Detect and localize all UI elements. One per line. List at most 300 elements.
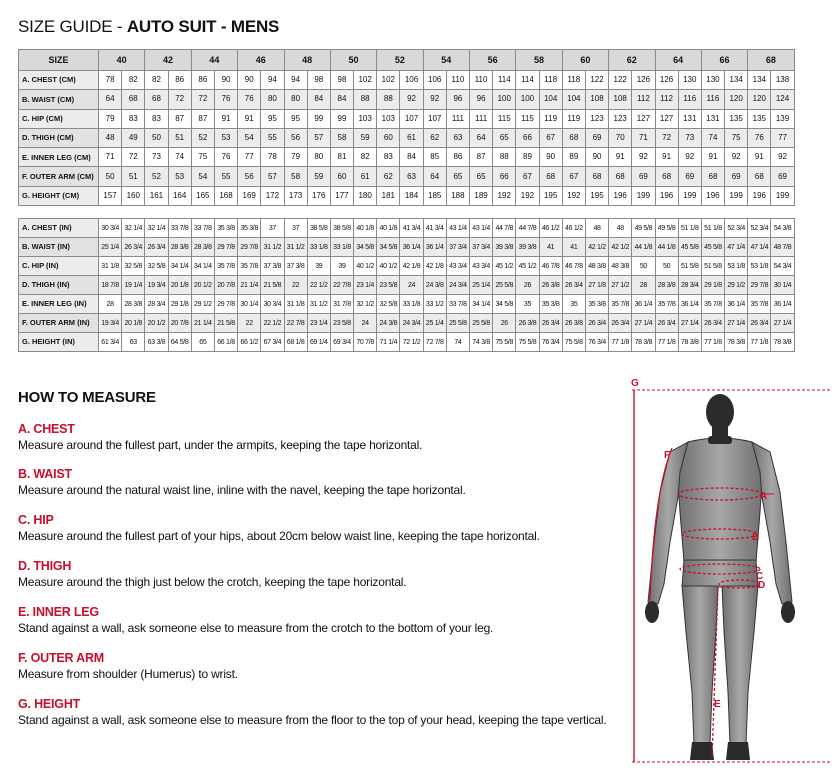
table-cell: 96 xyxy=(446,90,469,109)
table-cell: 33 1/8 xyxy=(330,238,353,257)
table-cell: 27 1/4 xyxy=(771,314,794,333)
table-cell: 26 3/4 xyxy=(609,314,632,333)
table-cell: 61 xyxy=(400,128,423,147)
table-cell: 40 1/2 xyxy=(354,257,377,276)
table-cell: 56 xyxy=(238,167,261,186)
table-cell: 68 xyxy=(609,167,632,186)
table-cell: 20 1/8 xyxy=(122,314,145,333)
measure-section xyxy=(18,559,618,589)
table-cell: 32 5/8 xyxy=(377,295,400,314)
table-cell: 53 xyxy=(168,167,191,186)
table-row xyxy=(19,257,795,276)
table-cell: 66 xyxy=(493,167,516,186)
table-cell: 75 5/8 xyxy=(516,333,539,352)
table-cell: 58 xyxy=(284,167,307,186)
table-cell: 32 1/4 xyxy=(122,219,145,238)
table-cell: 34 5/8 xyxy=(377,238,400,257)
table-cell: 43 1/4 xyxy=(446,219,469,238)
size-header-cell: 50 xyxy=(330,50,376,71)
page-title xyxy=(18,17,279,37)
table-cell: 35 7/8 xyxy=(701,295,724,314)
table-cell: 30 1/4 xyxy=(238,295,261,314)
table-row xyxy=(19,167,795,186)
table-cell: 21 5/8 xyxy=(214,314,237,333)
table-cell: 77 xyxy=(771,128,794,147)
table-cell: 53 xyxy=(214,128,237,147)
table-row xyxy=(19,333,795,352)
size-header-cell: 48 xyxy=(284,50,330,71)
table-cell: 168 xyxy=(214,186,237,205)
row-label: A. CHEST (CM) xyxy=(19,71,99,90)
table-cell: 31 1/2 xyxy=(307,295,330,314)
table-cell: 67 xyxy=(516,167,539,186)
table-cell: 139 xyxy=(771,109,794,128)
table-cell: 31 7/8 xyxy=(330,295,353,314)
measure-title: F. OUTER ARM xyxy=(18,651,105,665)
table-cell: 44 7/8 xyxy=(516,219,539,238)
table-cell: 41 xyxy=(562,238,585,257)
table-cell: 18 7/8 xyxy=(99,276,122,295)
table-cell: 57 xyxy=(307,128,330,147)
table-cell: 54 xyxy=(238,128,261,147)
table-cell: 195 xyxy=(585,186,608,205)
table-cell: 114 xyxy=(493,71,516,90)
table-cell: 123 xyxy=(609,109,632,128)
size-header-cell: 44 xyxy=(191,50,237,71)
table-cell: 74 3/8 xyxy=(470,333,493,352)
table-cell: 124 xyxy=(771,90,794,109)
table-cell: 78 3/8 xyxy=(678,333,701,352)
table-cell: 90 xyxy=(585,148,608,167)
table-cell: 75 xyxy=(725,128,748,147)
table-cell: 19 3/4 xyxy=(145,276,168,295)
table-cell: 192 xyxy=(493,186,516,205)
table-cell: 111 xyxy=(446,109,469,128)
table-row xyxy=(19,219,795,238)
table-cell: 24 3/8 xyxy=(377,314,400,333)
table-cell: 65 xyxy=(446,167,469,186)
table-cell: 26 3/4 xyxy=(748,314,771,333)
table-cell: 25 5/8 xyxy=(470,314,493,333)
measure-title: G. HEIGHT xyxy=(18,697,81,711)
table-cell: 40 1/2 xyxy=(377,257,400,276)
table-cell: 68 xyxy=(748,167,771,186)
table-cell: 20 1/2 xyxy=(145,314,168,333)
table-cell: 49 5/8 xyxy=(632,219,655,238)
table-cell: 29 1/8 xyxy=(701,276,724,295)
table-cell: 199 xyxy=(725,186,748,205)
table-cell: 78 3/8 xyxy=(632,333,655,352)
table-cell: 30 3/4 xyxy=(99,219,122,238)
table-cell: 78 xyxy=(99,71,122,90)
table-cell: 184 xyxy=(400,186,423,205)
row-label: C. HIP (CM) xyxy=(19,109,99,128)
table-cell: 69 xyxy=(678,167,701,186)
table-cell: 57 xyxy=(261,167,284,186)
table-cell: 69 1/4 xyxy=(307,333,330,352)
table-cell: 72 1/2 xyxy=(400,333,423,352)
table-cell: 39 xyxy=(330,257,353,276)
row-label: F. OUTER ARM (IN) xyxy=(19,314,99,333)
table-cell: 34 1/4 xyxy=(191,257,214,276)
table-cell: 44 1/8 xyxy=(655,238,678,257)
table-cell: 199 xyxy=(771,186,794,205)
table-cell: 74 xyxy=(168,148,191,167)
table-cell: 26 3/4 xyxy=(655,314,678,333)
table-cell: 28 xyxy=(99,295,122,314)
table-cell: 22 1/2 xyxy=(261,314,284,333)
table-cell: 60 xyxy=(377,128,400,147)
table-cell: 64 5/8 xyxy=(168,333,191,352)
label-a: A xyxy=(760,491,768,502)
table-cell: 127 xyxy=(632,109,655,128)
table-cell: 35 7/8 xyxy=(609,295,632,314)
table-cell: 161 xyxy=(145,186,168,205)
table-cell: 92 xyxy=(632,148,655,167)
table-cell: 68 xyxy=(655,167,678,186)
row-label: F. OUTER ARM (CM) xyxy=(19,167,99,186)
table-cell: 59 xyxy=(307,167,330,186)
table-cell: 111 xyxy=(470,109,493,128)
table-cell: 63 3/8 xyxy=(145,333,168,352)
table-cell: 27 1/8 xyxy=(585,276,608,295)
table-cell: 126 xyxy=(632,71,655,90)
table-cell: 199 xyxy=(678,186,701,205)
table-cell: 27 1/4 xyxy=(725,314,748,333)
table-cell: 177 xyxy=(330,186,353,205)
table-cell: 106 xyxy=(423,71,446,90)
table-cell: 64 xyxy=(423,167,446,186)
table-cell: 83 xyxy=(377,148,400,167)
table-cell: 91 xyxy=(701,148,724,167)
table-cell: 20 7/8 xyxy=(214,276,237,295)
table-cell: 60 xyxy=(330,167,353,186)
table-cell: 116 xyxy=(701,90,724,109)
table-cell: 35 3/8 xyxy=(238,219,261,238)
table-cell: 33 7/8 xyxy=(168,219,191,238)
table-cell: 28 3/8 xyxy=(122,295,145,314)
table-row xyxy=(19,238,795,257)
table-cell: 72 xyxy=(655,128,678,147)
row-label: B. WAIST (CM) xyxy=(19,90,99,109)
table-cell: 51 xyxy=(168,128,191,147)
table-cell: 68 xyxy=(145,90,168,109)
label-g: G xyxy=(631,378,639,389)
table-cell: 135 xyxy=(725,109,748,128)
table-cell: 78 3/8 xyxy=(725,333,748,352)
table-cell: 36 1/4 xyxy=(423,238,446,257)
table-cell: 45 1/2 xyxy=(493,257,516,276)
measure-text: Stand against a wall, ask someone else to measure from the crotch to the bottom of your leg. xyxy=(18,621,494,635)
table-cell: 37 3/8 xyxy=(261,257,284,276)
table-row xyxy=(19,128,795,147)
table-cell: 76 xyxy=(214,90,237,109)
table-cell: 25 1/4 xyxy=(99,238,122,257)
table-cell: 98 xyxy=(330,71,353,90)
table-cell: 76 xyxy=(214,148,237,167)
table-cell: 84 xyxy=(330,90,353,109)
table-cell: 35 3/8 xyxy=(214,219,237,238)
table-cell: 26 3/4 xyxy=(145,238,168,257)
table-cell: 24 3/4 xyxy=(400,314,423,333)
table-cell: 199 xyxy=(632,186,655,205)
table-cell: 120 xyxy=(725,90,748,109)
table-cell: 86 xyxy=(446,148,469,167)
table-cell: 56 xyxy=(284,128,307,147)
measure-text: Measure around the fullest part, under the armpits, keeping the tape horizontal. xyxy=(18,438,423,452)
table-cell: 30 1/4 xyxy=(771,276,794,295)
table-cell: 116 xyxy=(678,90,701,109)
table-cell: 51 5/8 xyxy=(678,257,701,276)
table-cell: 37 3/4 xyxy=(446,238,469,257)
table-cell: 92 xyxy=(423,90,446,109)
table-cell: 28 xyxy=(632,276,655,295)
table-cell: 92 xyxy=(400,90,423,109)
table-cell: 53 1/8 xyxy=(725,257,748,276)
table-cell: 22 xyxy=(284,276,307,295)
table-cell: 173 xyxy=(284,186,307,205)
table-cell: 91 xyxy=(655,148,678,167)
table-cell: 32 5/8 xyxy=(145,257,168,276)
measure-text: Measure from shoulder (Humerus) to wrist. xyxy=(18,667,238,681)
table-cell: 76 xyxy=(238,90,261,109)
table-cell: 65 xyxy=(493,128,516,147)
table-cell: 84 xyxy=(400,148,423,167)
table-cell: 80 xyxy=(284,90,307,109)
table-cell: 28 3/8 xyxy=(191,238,214,257)
table-cell: 34 5/8 xyxy=(493,295,516,314)
table-cell: 46 1/2 xyxy=(539,219,562,238)
table-cell: 34 1/4 xyxy=(168,257,191,276)
table-cell: 23 1/4 xyxy=(307,314,330,333)
table-cell: 28 3/8 xyxy=(655,276,678,295)
table-cell: 52 3/4 xyxy=(725,219,748,238)
measure-title: A. CHEST xyxy=(18,422,75,436)
table-cell: 86 xyxy=(191,71,214,90)
how-to-measure-heading: HOW TO MEASURE xyxy=(18,389,156,406)
table-cell: 29 7/8 xyxy=(238,238,261,257)
table-cell: 99 xyxy=(307,109,330,128)
table-cell: 67 xyxy=(562,167,585,186)
table-cell: 41 3/4 xyxy=(423,219,446,238)
table-cell: 89 xyxy=(562,148,585,167)
table-cell: 36 1/4 xyxy=(771,295,794,314)
table-cell: 40 1/8 xyxy=(354,219,377,238)
size-header-cell: 68 xyxy=(748,50,794,71)
table-cell: 52 xyxy=(191,128,214,147)
table-cell: 26 3/4 xyxy=(701,314,724,333)
table-cell: 59 xyxy=(354,128,377,147)
table-cell: 31 1/2 xyxy=(261,238,284,257)
table-cell: 48 xyxy=(609,219,632,238)
row-label: G. HEIGHT (CM) xyxy=(19,186,99,205)
table-cell: 88 xyxy=(493,148,516,167)
table-cell: 68 xyxy=(701,167,724,186)
table-row xyxy=(19,295,795,314)
table-cell: 38 5/8 xyxy=(307,219,330,238)
measure-title: C. HIP xyxy=(18,513,54,527)
row-label: D. THIGH (IN) xyxy=(19,276,99,295)
table-cell: 48 xyxy=(99,128,122,147)
size-header-cell: 64 xyxy=(655,50,701,71)
row-label: C. HIP (IN) xyxy=(19,257,99,276)
table-cell: 102 xyxy=(377,71,400,90)
table-cell: 108 xyxy=(609,90,632,109)
table-cell: 21 1/4 xyxy=(238,276,261,295)
table-cell: 103 xyxy=(354,109,377,128)
table-cell: 75 5/8 xyxy=(562,333,585,352)
table-cell: 102 xyxy=(354,71,377,90)
table-cell: 77 1/8 xyxy=(701,333,724,352)
table-cell: 68 xyxy=(539,167,562,186)
size-header-cell: 58 xyxy=(516,50,562,71)
table-cell: 31 1/8 xyxy=(284,295,307,314)
table-cell: 26 3/4 xyxy=(539,314,562,333)
table-cell: 72 xyxy=(191,90,214,109)
table-row xyxy=(19,186,795,205)
size-header-cell: 42 xyxy=(145,50,191,71)
table-cell: 196 xyxy=(701,186,724,205)
table-cell: 31 1/2 xyxy=(284,238,307,257)
table-cell: 41 3/4 xyxy=(400,219,423,238)
table-cell: 91 xyxy=(238,109,261,128)
table-cell: 91 xyxy=(748,148,771,167)
table-cell: 49 xyxy=(122,128,145,147)
table-cell: 118 xyxy=(562,71,585,90)
table-cell: 26 3/4 xyxy=(122,238,145,257)
table-cell: 77 1/8 xyxy=(748,333,771,352)
table-cell: 63 xyxy=(122,333,145,352)
table-cell: 123 xyxy=(585,109,608,128)
table-cell: 30 3/4 xyxy=(261,295,284,314)
table-cell: 196 xyxy=(655,186,678,205)
table-cell: 176 xyxy=(307,186,330,205)
table-cell: 115 xyxy=(493,109,516,128)
table-cell: 61 xyxy=(354,167,377,186)
table-cell: 50 xyxy=(145,128,168,147)
table-cell: 82 xyxy=(122,71,145,90)
table-cell: 50 xyxy=(655,257,678,276)
table-cell: 104 xyxy=(539,90,562,109)
table-cell: 63 xyxy=(400,167,423,186)
size-header-cell: 54 xyxy=(423,50,469,71)
table-cell: 44 1/8 xyxy=(632,238,655,257)
table-cell: 37 xyxy=(261,219,284,238)
table-cell: 23 5/8 xyxy=(377,276,400,295)
label-d: D xyxy=(758,580,766,591)
table-cell: 20 7/8 xyxy=(168,314,191,333)
table-cell: 92 xyxy=(771,148,794,167)
table-cell: 85 xyxy=(423,148,446,167)
measure-section xyxy=(18,422,618,452)
table-cell: 31 1/8 xyxy=(99,257,122,276)
size-table-cm xyxy=(18,49,795,206)
measure-section xyxy=(18,467,618,497)
table-cell: 26 3/4 xyxy=(562,276,585,295)
table-cell: 74 xyxy=(446,333,469,352)
table-cell: 63 xyxy=(446,128,469,147)
measure-section xyxy=(18,513,618,543)
table-cell: 92 xyxy=(725,148,748,167)
table-cell: 90 xyxy=(238,71,261,90)
table-cell: 52 xyxy=(145,167,168,186)
table-cell: 61 3/4 xyxy=(99,333,122,352)
table-cell: 73 xyxy=(145,148,168,167)
table-cell: 189 xyxy=(470,186,493,205)
table-cell: 25 1/4 xyxy=(470,276,493,295)
table-cell: 46 7/8 xyxy=(539,257,562,276)
table-cell: 33 7/8 xyxy=(446,295,469,314)
table-row xyxy=(19,109,795,128)
table-cell: 32 5/8 xyxy=(122,257,145,276)
row-label: B. WAIST (IN) xyxy=(19,238,99,257)
table-cell: 80 xyxy=(307,148,330,167)
table-cell: 71 1/4 xyxy=(377,333,400,352)
table-cell: 45 5/8 xyxy=(701,238,724,257)
table-cell: 45 1/2 xyxy=(516,257,539,276)
title-prefix: SIZE GUIDE - xyxy=(18,17,127,36)
table-cell: 26 xyxy=(516,276,539,295)
table-cell: 43 3/4 xyxy=(470,257,493,276)
table-cell: 138 xyxy=(771,71,794,90)
table-cell: 131 xyxy=(701,109,724,128)
table-cell: 21 1/4 xyxy=(191,314,214,333)
table-cell: 76 3/4 xyxy=(585,333,608,352)
table-cell: 25 5/8 xyxy=(446,314,469,333)
table-cell: 32 1/2 xyxy=(354,295,377,314)
table-cell: 35 xyxy=(562,295,585,314)
row-label: A. CHEST (IN) xyxy=(19,219,99,238)
table-cell: 164 xyxy=(168,186,191,205)
table-cell: 68 1/8 xyxy=(284,333,307,352)
size-header-cell: 66 xyxy=(701,50,747,71)
table-cell: 29 7/8 xyxy=(748,276,771,295)
measure-text: Measure around the fullest part of your hips, about 20cm below waist line, keeping the tape horizontal. xyxy=(18,529,540,543)
table-cell: 94 xyxy=(261,71,284,90)
table-cell: 196 xyxy=(748,186,771,205)
table-row xyxy=(19,314,795,333)
table-cell: 83 xyxy=(122,109,145,128)
table-cell: 42 1/2 xyxy=(609,238,632,257)
table-cell: 95 xyxy=(284,109,307,128)
table-cell: 22 7/8 xyxy=(330,276,353,295)
table-cell: 69 xyxy=(725,167,748,186)
table-cell: 46 7/8 xyxy=(562,257,585,276)
table-cell: 47 1/4 xyxy=(748,238,771,257)
table-cell: 35 7/8 xyxy=(238,257,261,276)
table-cell: 42 1/8 xyxy=(423,257,446,276)
table-cell: 41 xyxy=(539,238,562,257)
table-cell: 66 1/2 xyxy=(238,333,261,352)
table-cell: 24 3/4 xyxy=(446,276,469,295)
table-cell: 52 3/4 xyxy=(748,219,771,238)
table-cell: 24 xyxy=(354,314,377,333)
table-cell: 91 xyxy=(609,148,632,167)
size-header-cell: 60 xyxy=(562,50,608,71)
table-cell: 38 5/8 xyxy=(330,219,353,238)
table-cell: 55 xyxy=(214,167,237,186)
table-cell: 88 xyxy=(377,90,400,109)
table-cell: 65 xyxy=(470,167,493,186)
table-cell: 51 1/8 xyxy=(678,219,701,238)
table-cell: 28 3/4 xyxy=(145,295,168,314)
table-cell: 62 xyxy=(423,128,446,147)
table-cell: 33 7/8 xyxy=(191,219,214,238)
table-cell: 54 3/4 xyxy=(771,257,794,276)
table-cell: 54 xyxy=(191,167,214,186)
measure-text: Stand against a wall, ask someone else to measure from the floor to the top of your head, keeping the tape vertical. xyxy=(18,713,607,727)
table-cell: 100 xyxy=(516,90,539,109)
